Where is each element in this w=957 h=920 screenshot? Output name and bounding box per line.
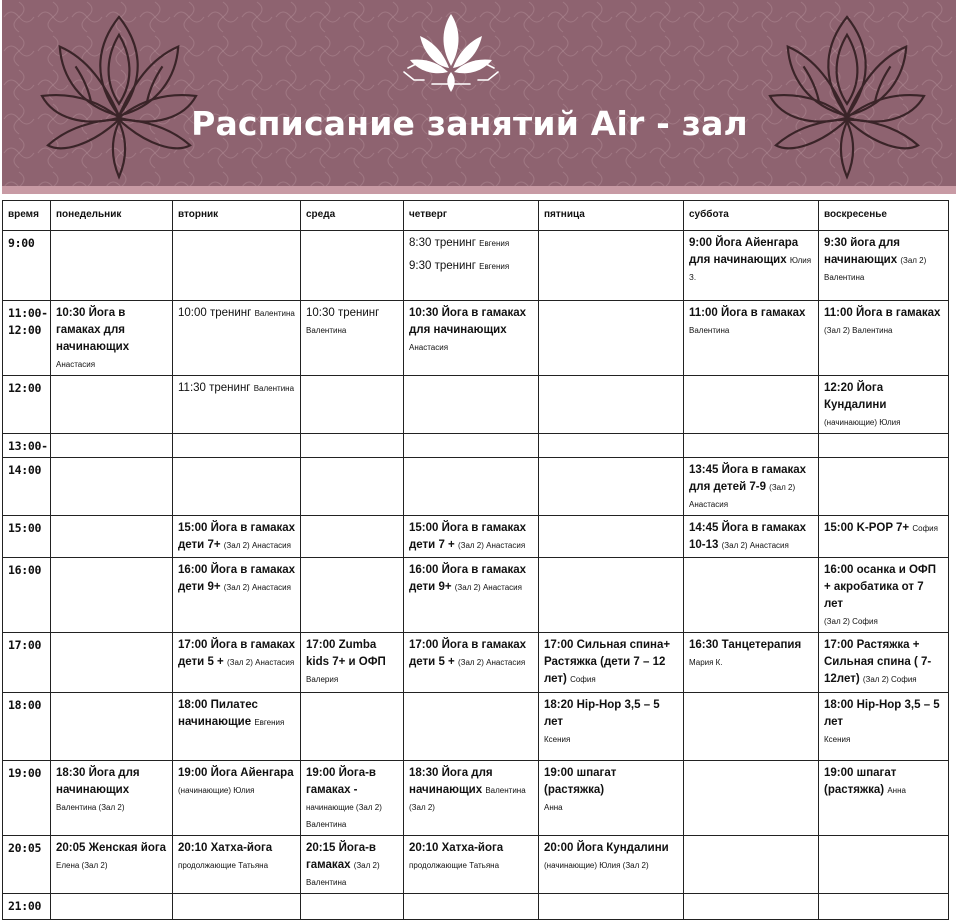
class-detail: (Зал 2) София xyxy=(862,675,917,684)
class-title: 11:00 Йога в гамаках xyxy=(689,307,806,319)
schedule-cell xyxy=(301,301,404,376)
column-header: время xyxy=(3,201,51,231)
schedule-cell xyxy=(301,693,404,761)
table-row xyxy=(3,894,949,920)
schedule-cell xyxy=(539,516,684,558)
schedule-cell xyxy=(301,894,404,920)
schedule-cell xyxy=(51,301,173,376)
schedule-cell xyxy=(404,894,539,920)
table-row xyxy=(3,434,949,458)
schedule-cell xyxy=(539,693,684,761)
class-title: 17:00 Растяжка + Сильная спина ( 7-12лет) xyxy=(824,639,932,685)
table-row xyxy=(3,761,949,836)
time-cell: 21:00 xyxy=(3,894,51,920)
schedule-cell xyxy=(684,633,819,693)
class-title: 18:30 Йога для начинающих xyxy=(409,767,493,796)
class-detail: Анастасия xyxy=(689,500,729,509)
schedule-cell xyxy=(819,633,949,693)
class-title: 14:45 Йога в гамаках 10-13 xyxy=(689,522,807,551)
schedule-cell xyxy=(301,231,404,301)
header-banner xyxy=(2,0,956,186)
class-detail: (Зал 2) Анастасия xyxy=(226,658,295,667)
class-detail: Ксения xyxy=(824,735,851,744)
class-title: 17:00 Йога в гамаках дети 5 + xyxy=(178,639,296,668)
class-title: 13:45 Йога в гамаках для детей 7-9 xyxy=(689,464,807,493)
schedule-cell xyxy=(173,693,301,761)
class-title: 16:00 осанка и ОФП + акробатика от 7 лет xyxy=(824,564,936,610)
schedule-cell xyxy=(819,231,949,301)
class-title: 17:00 Сильная спина+ Растяжка (дети 7 – 12 лет) xyxy=(544,639,671,685)
time-cell: 16:00 xyxy=(3,558,51,633)
schedule-cell xyxy=(819,693,949,761)
schedule-cell xyxy=(684,434,819,458)
schedule-cell xyxy=(51,458,173,516)
schedule-cell xyxy=(173,836,301,894)
class-detail: Евгения xyxy=(479,239,510,248)
class-title: 17:00 Zumba kids 7+ и ОФП xyxy=(306,639,386,668)
schedule-cell xyxy=(684,761,819,836)
table-header-row xyxy=(3,201,949,231)
class-title: 18:00 Пилатес начинающие xyxy=(178,699,258,728)
class-detail: Валентина xyxy=(306,878,347,887)
table-row xyxy=(3,231,949,301)
schedule-cell xyxy=(173,301,301,376)
schedule-cell xyxy=(404,458,539,516)
schedule-cell xyxy=(819,458,949,516)
class-detail: Анна xyxy=(887,786,906,795)
schedule-cell xyxy=(51,633,173,693)
schedule-cell xyxy=(684,301,819,376)
schedule-cell xyxy=(301,633,404,693)
class-title: 15:00 K-POP 7+ xyxy=(824,522,910,534)
class-detail: Елена (Зал 2) xyxy=(56,861,108,870)
class-detail: (Зал 2) Анастасия xyxy=(457,541,526,550)
column-header: четверг xyxy=(404,201,539,231)
schedule-cell xyxy=(173,633,301,693)
class-detail: начинающие (Зал 2) xyxy=(306,803,382,812)
schedule-cell xyxy=(819,301,949,376)
schedule-cell xyxy=(51,761,173,836)
schedule-cell xyxy=(51,693,173,761)
time-cell: 20:05 xyxy=(3,836,51,894)
schedule-cell xyxy=(173,894,301,920)
class-detail: Мария К. xyxy=(689,658,723,667)
class-title: 18:20 Hip-Hop 3,5 – 5 лет xyxy=(544,699,660,728)
table-row xyxy=(3,693,949,761)
schedule-cell xyxy=(173,434,301,458)
class-title: 18:30 Йога для начинающих xyxy=(56,767,140,796)
time-cell: 13:00- xyxy=(3,434,51,458)
class-title: 11:00 Йога в гамаках xyxy=(824,307,941,319)
class-title: 20:00 Йога Кундалини xyxy=(544,842,669,854)
schedule-cell xyxy=(51,894,173,920)
lotus-ornament-left-icon xyxy=(40,6,198,182)
schedule-cell xyxy=(173,761,301,836)
class-title: 10:30 Йога в гамаках для начинающих xyxy=(409,307,527,336)
schedule-cell xyxy=(173,558,301,633)
class-title: 16:00 Йога в гамаках дети 9+ xyxy=(409,564,527,593)
class-detail: Анастасия xyxy=(56,360,96,369)
schedule-cell xyxy=(819,434,949,458)
schedule-cell xyxy=(684,458,819,516)
schedule-cell xyxy=(539,633,684,693)
schedule-cell xyxy=(404,301,539,376)
class-detail: Анна xyxy=(544,803,563,812)
schedule-cell xyxy=(404,836,539,894)
schedule-cell xyxy=(301,558,404,633)
class-title: 9:30 тренинг xyxy=(409,260,476,272)
time-cell: 18:00 xyxy=(3,693,51,761)
schedule-cell xyxy=(404,516,539,558)
table-row xyxy=(3,458,949,516)
class-detail: (начинающие) Юлия xyxy=(178,786,255,795)
class-title: 11:30 тренинг xyxy=(178,382,251,394)
schedule-cell xyxy=(819,558,949,633)
schedule-cell xyxy=(51,376,173,434)
class-detail: Евгения xyxy=(479,262,510,271)
schedule-cell xyxy=(539,894,684,920)
class-title: 10:30 тренинг xyxy=(306,307,380,319)
schedule-cell xyxy=(51,836,173,894)
column-header: понедельник xyxy=(51,201,173,231)
class-detail: (Зал 2) Анастасия xyxy=(721,541,789,550)
time-cell: 14:00 xyxy=(3,458,51,516)
class-detail: Валентина xyxy=(253,384,295,393)
schedule-cell xyxy=(404,761,539,836)
class-detail: Валентина xyxy=(689,326,730,335)
class-detail: Ксения xyxy=(544,735,571,744)
class-title: 10:30 Йога в гамаках для начинающих xyxy=(56,307,130,353)
banner-strip xyxy=(2,186,956,194)
schedule-cell xyxy=(301,836,404,894)
schedule-cell xyxy=(684,516,819,558)
schedule-cell xyxy=(404,376,539,434)
schedule-cell xyxy=(819,894,949,920)
class-title: 9:30 йога для начинающих xyxy=(824,237,901,266)
class-title: 19:00 Йога Айенгара xyxy=(178,767,294,779)
schedule-cell xyxy=(404,633,539,693)
schedule-cell xyxy=(819,376,949,434)
class-detail: Валентина xyxy=(306,326,347,335)
class-detail: (Зал 2) xyxy=(900,256,927,265)
class-detail: (Зал 2) София xyxy=(824,617,878,626)
class-detail: София xyxy=(912,524,938,533)
schedule-cell xyxy=(301,376,404,434)
schedule-cell xyxy=(684,894,819,920)
class-detail: продолжающие Татьяна xyxy=(409,861,500,870)
class-detail: Валентина xyxy=(824,273,865,282)
class-detail: София xyxy=(570,675,596,684)
class-detail: (Зал 2) xyxy=(409,803,435,812)
class-detail: Валентина xyxy=(306,820,347,829)
schedule-cell xyxy=(819,761,949,836)
class-title: 16:00 Йога в гамаках дети 9+ xyxy=(178,564,296,593)
class-title: 15:00 Йога в гамаках дети 7+ xyxy=(178,522,296,551)
table-row xyxy=(3,376,949,434)
class-title: 20:10 Хатха-йога xyxy=(409,842,504,854)
table-row xyxy=(3,516,949,558)
schedule-cell xyxy=(539,458,684,516)
class-title: 20:10 Хатха-йога xyxy=(178,842,273,854)
schedule-cell xyxy=(404,693,539,761)
class-detail: Евгения xyxy=(254,718,285,727)
class-detail: (Зал 2) Анастасия xyxy=(223,583,291,592)
class-detail: (Зал 2) Анастасия xyxy=(457,658,526,667)
lotus-logo-icon xyxy=(402,10,500,96)
table-row xyxy=(3,836,949,894)
lotus-ornament-right-icon xyxy=(768,6,926,182)
schedule-cell xyxy=(684,376,819,434)
schedule-cell xyxy=(301,434,404,458)
time-cell: 11:00-12:00 xyxy=(3,301,51,376)
schedule-cell xyxy=(539,836,684,894)
time-cell: 12:00 xyxy=(3,376,51,434)
class-title: 19:00 шпагат (растяжка) xyxy=(544,767,617,796)
schedule-cell xyxy=(684,231,819,301)
schedule-table xyxy=(2,200,949,920)
schedule-cell xyxy=(301,458,404,516)
class-title: 18:00 Hip-Hop 3,5 – 5 лет xyxy=(824,699,940,728)
time-cell: 19:00 xyxy=(3,761,51,836)
schedule-cell xyxy=(819,836,949,894)
schedule-cell xyxy=(173,516,301,558)
schedule-cell xyxy=(819,516,949,558)
class-title: 20:15 Йога-в гамаках xyxy=(306,842,376,871)
class-title: 9:00 Йога Айенгара для начинающих xyxy=(689,237,799,266)
schedule-cell xyxy=(404,231,539,301)
schedule-cell xyxy=(539,558,684,633)
time-cell: 17:00 xyxy=(3,633,51,693)
schedule-cell xyxy=(684,558,819,633)
class-title: 20:05 Женская йога xyxy=(56,842,167,854)
class-detail: Валерия xyxy=(306,675,339,684)
class-title: 10:00 тренинг xyxy=(178,307,252,319)
schedule-cell xyxy=(51,434,173,458)
class-title: 12:20 Йога Кундалини xyxy=(824,382,887,411)
class-detail: (Зал 2) Анастасия xyxy=(454,583,522,592)
class-detail: Юлия З. xyxy=(689,256,812,282)
schedule-cell xyxy=(539,231,684,301)
table-row xyxy=(3,558,949,633)
class-detail: продолжающие Татьяна xyxy=(178,861,269,870)
class-detail: Валентина (Зал 2) xyxy=(56,803,125,812)
class-detail: Анастасия xyxy=(409,343,449,352)
class-detail: (Зал 2) Анастасия xyxy=(223,541,291,550)
schedule-cell xyxy=(539,376,684,434)
class-title: 19:00 Йога-в гамаках - xyxy=(306,767,376,796)
class-title: 19:00 шпагат (растяжка) xyxy=(824,767,897,796)
table-row xyxy=(3,633,949,693)
schedule-cell xyxy=(539,301,684,376)
time-cell: 9:00 xyxy=(3,231,51,301)
class-title: 17:00 Йога в гамаках дети 5 + xyxy=(409,639,527,668)
schedule-cell xyxy=(173,231,301,301)
schedule-cell xyxy=(539,434,684,458)
page-title: Расписание занятий Air - зал xyxy=(191,104,748,143)
schedule-cell xyxy=(404,558,539,633)
column-header: вторник xyxy=(173,201,301,231)
class-detail: (Зал 2) xyxy=(353,861,380,870)
class-detail: Валентина xyxy=(254,309,295,318)
class-detail: (Зал 2) Валентина xyxy=(824,326,893,335)
column-header: пятница xyxy=(539,201,684,231)
class-title: 16:30 Танцетерапия xyxy=(689,639,802,651)
class-detail: (Зал 2) xyxy=(769,483,796,492)
schedule-cell xyxy=(684,693,819,761)
class-detail: (начинающие) Юлия xyxy=(824,418,901,427)
schedule-cell xyxy=(301,516,404,558)
schedule-cell xyxy=(51,231,173,301)
schedule-cell xyxy=(684,836,819,894)
schedule-cell xyxy=(404,434,539,458)
schedule-cell xyxy=(173,458,301,516)
table-row xyxy=(3,301,949,376)
schedule-cell xyxy=(51,558,173,633)
schedule-cell xyxy=(51,516,173,558)
schedule-cell xyxy=(173,376,301,434)
class-title: 8:30 тренинг xyxy=(409,237,476,249)
class-title: 15:00 Йога в гамаках дети 7 + xyxy=(409,522,527,551)
schedule-cell xyxy=(539,761,684,836)
schedule-cell xyxy=(301,761,404,836)
time-cell: 15:00 xyxy=(3,516,51,558)
class-detail: (начинающие) Юлия (Зал 2) xyxy=(544,861,649,870)
column-header: воскресенье xyxy=(819,201,949,231)
column-header: суббота xyxy=(684,201,819,231)
column-header: среда xyxy=(301,201,404,231)
class-detail: Валентина xyxy=(485,786,526,795)
